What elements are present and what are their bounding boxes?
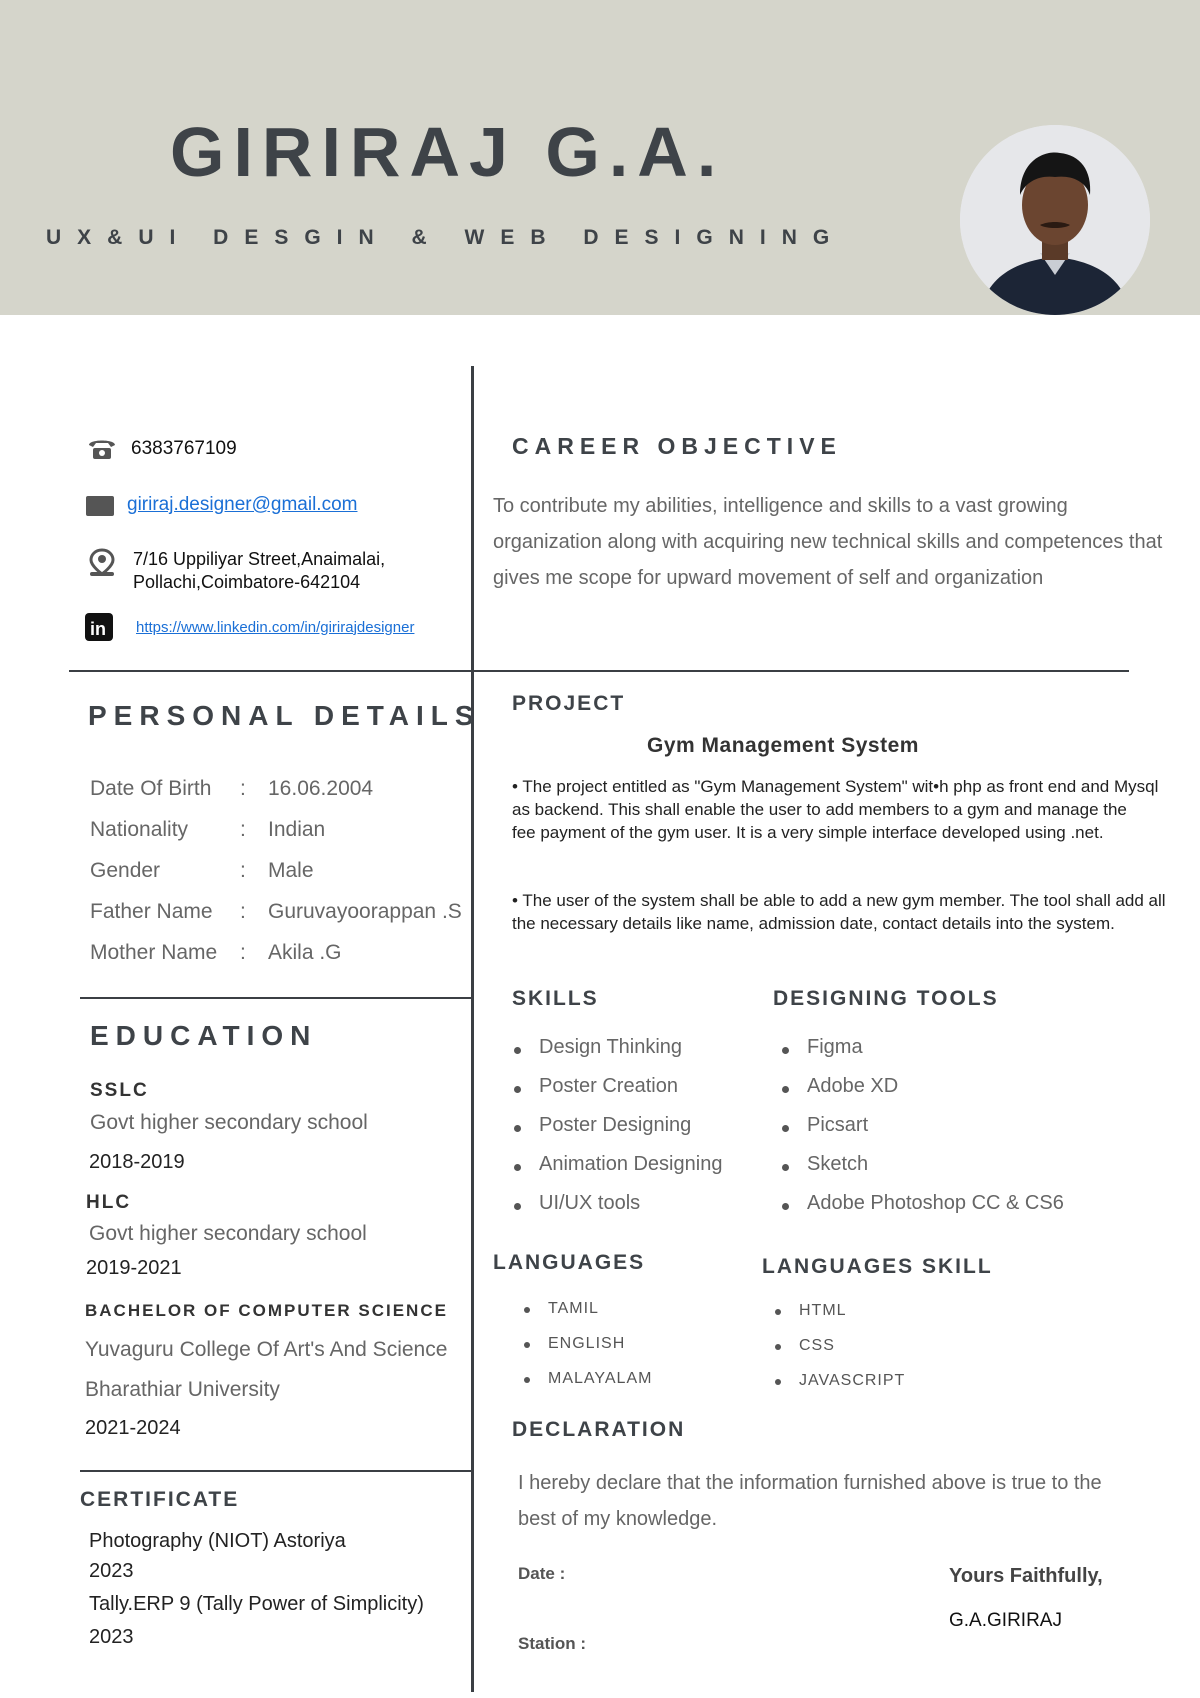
- detail-value: Male: [268, 859, 314, 882]
- project-paragraph: • The project entitled as "Gym Management System" wit•h php as front end and Mysql as backend. This shall enable the user to add members to a gym and manage the: [512, 777, 1159, 819]
- candidate-name: GIRIRAJ G.A.: [170, 113, 726, 191]
- language-skill-item: HTML: [773, 1302, 905, 1337]
- certificate-title: CERTIFICATE: [80, 1488, 240, 1511]
- project-name: Gym Management System: [647, 734, 919, 757]
- languages-skill-list: [773, 1302, 905, 1407]
- certificate-name: Photography (NIOT) Astoriya: [89, 1530, 346, 1552]
- bachelor-college: Yuvaguru College Of Art's And Science: [85, 1338, 448, 1361]
- resume-header: [0, 0, 1200, 315]
- job-tagline: UX&UI DESGIN & WEB DESIGNING: [46, 226, 846, 249]
- detail-colon: :: [240, 859, 246, 882]
- mail-icon: [85, 490, 115, 520]
- detail-label: Mother Name: [90, 941, 218, 964]
- project-title: PROJECT: [512, 692, 626, 715]
- project-description: [512, 775, 1172, 844]
- detail-colon: :: [240, 818, 246, 841]
- detail-row: [90, 777, 373, 801]
- sslc-school: Govt higher secondary school: [90, 1111, 368, 1134]
- location-icon: [87, 548, 117, 578]
- tools-list: [780, 1036, 1064, 1231]
- detail-value: Akila .G: [268, 941, 342, 964]
- detail-value: Indian: [268, 818, 326, 841]
- tool-item: Sketch: [780, 1153, 1064, 1192]
- language-skill-item: CSS: [773, 1337, 905, 1372]
- detail-value: 16.06.2004: [268, 777, 374, 800]
- contact-linkedin: [84, 612, 414, 642]
- phone-number: 6383767109: [131, 438, 237, 459]
- bachelor-year: 2021-2024: [85, 1417, 181, 1439]
- address: [133, 548, 385, 594]
- language-item: MALAYALAM: [522, 1370, 652, 1405]
- language-skill-item: JAVASCRIPT: [773, 1372, 905, 1407]
- detail-label: Gender: [90, 859, 161, 882]
- hlc-heading: HLC: [86, 1192, 132, 1213]
- bachelor-university: Bharathiar University: [85, 1378, 280, 1401]
- detail-colon: :: [240, 777, 246, 800]
- signature-name: G.A.GIRIRAJ: [949, 1610, 1062, 1631]
- education-title: EDUCATION: [90, 1020, 318, 1051]
- detail-label: Nationality: [90, 818, 189, 841]
- svg-text:in: in: [90, 619, 106, 639]
- skill-item: Poster Designing: [512, 1114, 722, 1153]
- contact-phone: [87, 434, 237, 464]
- tool-item: Adobe XD: [780, 1075, 1064, 1114]
- divider-line: [69, 670, 1129, 672]
- detail-label: Father Name: [90, 900, 213, 923]
- email-link[interactable]: giriraj.designer@gmail.com: [127, 494, 358, 515]
- detail-colon: :: [240, 900, 246, 923]
- language-item: ENGLISH: [522, 1335, 652, 1370]
- tool-item: Adobe Photoshop CC & CS6: [780, 1192, 1064, 1231]
- languages-skill-title: LANGUAGES SKILL: [762, 1255, 993, 1278]
- person-photo-icon: [960, 125, 1150, 315]
- skill-item: Poster Creation: [512, 1075, 722, 1114]
- station-label: Station :: [518, 1634, 586, 1653]
- certificate-name: Tally.ERP 9 (Tally Power of Simplicity): [89, 1593, 424, 1615]
- declaration-text: I hereby declare that the information furnished above is true to the best of my knowledge.: [518, 1472, 1102, 1530]
- hlc-year: 2019-2021: [86, 1257, 182, 1279]
- skill-item: UI/UX tools: [512, 1192, 722, 1231]
- bachelor-heading: BACHELOR OF COMPUTER SCIENCE: [85, 1301, 448, 1320]
- detail-label: Date Of Birth: [90, 777, 212, 800]
- detail-colon: :: [240, 941, 246, 964]
- designing-tools-title: DESIGNING TOOLS: [773, 987, 999, 1010]
- languages-list: [522, 1300, 652, 1405]
- skills-list: [512, 1036, 722, 1231]
- profile-photo: [960, 125, 1150, 315]
- contact-email: [85, 490, 357, 520]
- closing-text: Yours Faithfully,: [949, 1565, 1103, 1587]
- language-item: TAMIL: [522, 1300, 652, 1335]
- languages-title: LANGUAGES: [493, 1251, 646, 1274]
- tool-item: Figma: [780, 1036, 1064, 1075]
- linkedin-link[interactable]: https://www.linkedin.com/in/girirajdesigner: [136, 618, 415, 636]
- skill-item: Design Thinking: [512, 1036, 722, 1075]
- contact-address: [87, 548, 385, 594]
- divider-line: [80, 997, 472, 999]
- sslc-heading: SSLC: [90, 1080, 149, 1101]
- hlc-school: Govt higher secondary school: [89, 1222, 367, 1245]
- divider-line: [80, 1470, 472, 1472]
- project-description: • The user of the system shall be able to add a new gym member. The tool shall add all the necessary details like name, admission date, contact details into the system.: [512, 891, 1166, 933]
- phone-icon: [87, 434, 117, 464]
- certificate-year: 2023: [89, 1626, 134, 1648]
- detail-value: Guruvayoorappan .S: [268, 900, 462, 923]
- career-objective-title: CAREER OBJECTIVE: [512, 433, 842, 459]
- tool-item: Picsart: [780, 1114, 1064, 1153]
- declaration-title: DECLARATION: [512, 1418, 686, 1441]
- column-divider: [471, 366, 474, 1692]
- date-label: Date :: [518, 1564, 566, 1583]
- skills-title: SKILLS: [512, 987, 599, 1010]
- sslc-year: 2018-2019: [89, 1151, 185, 1173]
- detail-row: [90, 941, 342, 965]
- address-line: 7/16 Uppiliyar Street,Anaimalai,: [133, 549, 386, 569]
- linkedin-icon: [84, 612, 114, 642]
- project-paragraph: fee payment of the gym user. It is a very simple interface developed using .net.: [512, 823, 1104, 842]
- certificate-year: 2023: [89, 1560, 134, 1582]
- detail-row: [90, 900, 462, 924]
- detail-row: [90, 859, 314, 883]
- personal-details-title: PERSONAL DETAILS: [88, 700, 481, 731]
- career-objective-text: To contribute my abilities, intelligence and skills to a vast growing organization along with acquiring new technical skills and competences that gives me scope for upward movement of self and organization: [493, 495, 1163, 589]
- address-line: Pollachi,Coimbatore-642104: [133, 572, 361, 592]
- skill-item: Animation Designing: [512, 1153, 722, 1192]
- detail-row: [90, 818, 325, 842]
